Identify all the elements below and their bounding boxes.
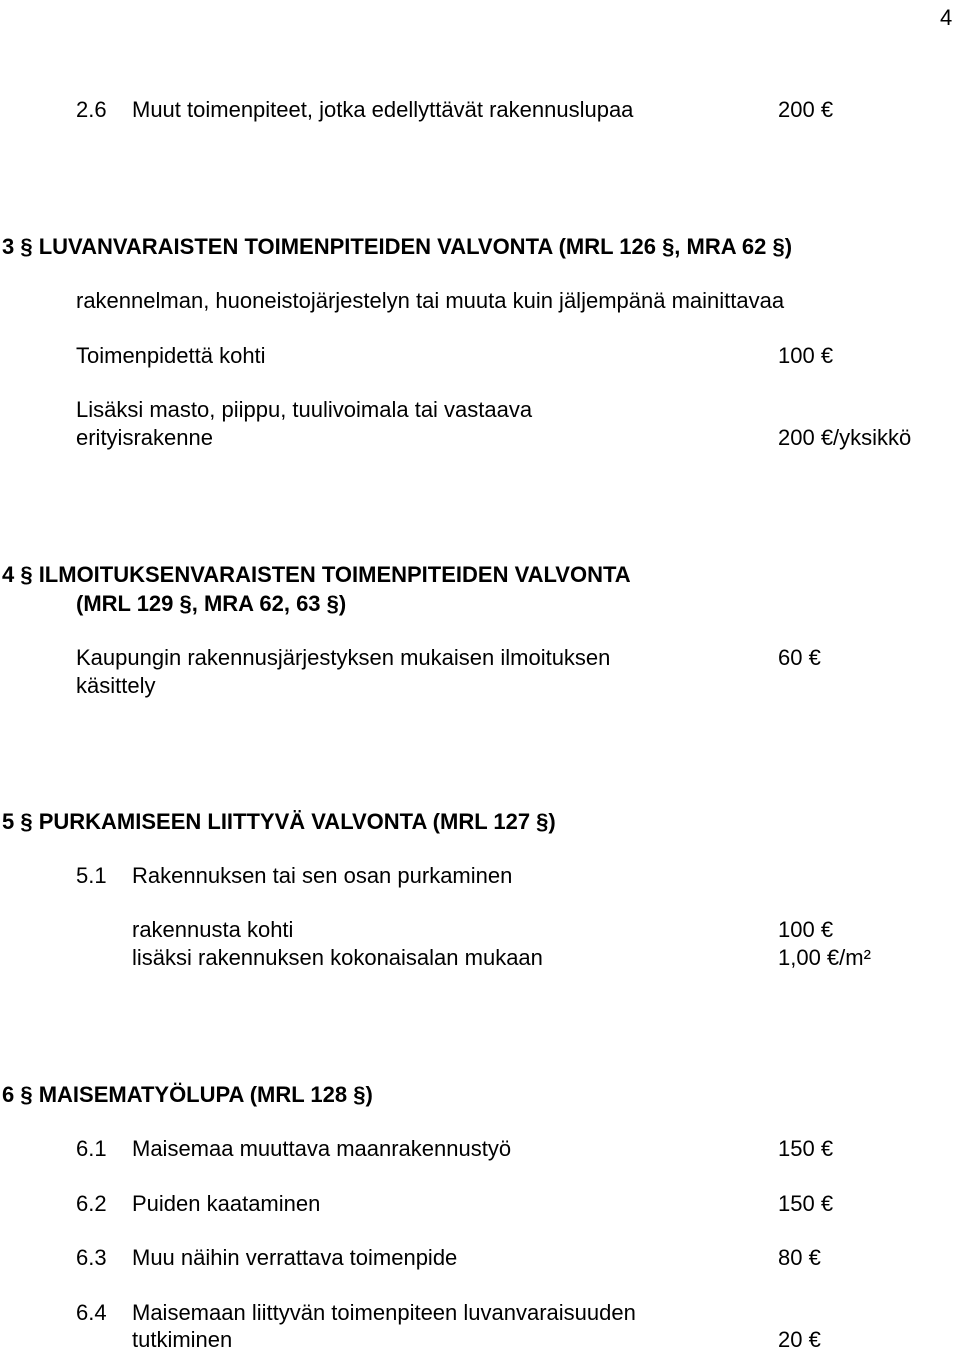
section-5-row1-label: rakennusta kohti xyxy=(132,917,294,942)
section-5-row2-amount: 1,00 €/m² xyxy=(778,945,871,970)
section-4-row1-amount: 60 € xyxy=(778,645,821,670)
section-4-row1-label-line2: käsittely xyxy=(76,673,156,698)
section-6-3-amount: 80 € xyxy=(778,1245,821,1270)
section-6-1-number: 6.1 xyxy=(76,1136,107,1161)
section-3-row1-amount: 100 € xyxy=(778,343,834,368)
section-5-1-number: 5.1 xyxy=(76,863,107,888)
section-6-heading: 6 § MAISEMATYÖLUPA (MRL 128 §) xyxy=(2,1082,373,1107)
section-3-row2-label-line2: erityisrakenne xyxy=(76,425,213,450)
page-number: 4 xyxy=(940,5,953,30)
section-5-row1-amount: 100 € xyxy=(778,917,834,942)
section-6-2-number: 6.2 xyxy=(76,1191,107,1216)
section-6-2-amount: 150 € xyxy=(778,1191,834,1216)
section-4-heading-line2: (MRL 129 §, MRA 62, 63 §) xyxy=(76,591,347,616)
section-3-intro: rakennelman, huoneistojärjestelyn tai muuta kuin jäljempänä mainittavaa xyxy=(76,288,785,313)
section-6-2-text: Puiden kaataminen xyxy=(132,1191,321,1216)
section-6-4-amount: 20 € xyxy=(778,1327,821,1352)
section-3-heading: 3 § LUVANVARAISTEN TOIMENPITEIDEN VALVONTA (MRL 126 §, MRA 62 §) xyxy=(2,234,793,259)
section-6-1-amount: 150 € xyxy=(778,1136,834,1161)
section-6-3-number: 6.3 xyxy=(76,1245,107,1270)
section-3-row2-amount: 200 €/yksikkö xyxy=(778,425,912,450)
section-5-row2-label: lisäksi rakennuksen kokonaisalan mukaan xyxy=(132,945,543,970)
section-4-row1-label-line1: Kaupungin rakennusjärjestyksen mukaisen ilmoituksen xyxy=(76,645,611,670)
section-4-heading-line1: 4 § ILMOITUKSENVARAISTEN TOIMENPITEIDEN VALVONTA xyxy=(2,562,631,587)
section-2-6-number: 2.6 xyxy=(76,97,107,122)
section-3-row2-label-line1: Lisäksi masto, piippu, tuulivoimala tai vastaava xyxy=(76,397,533,422)
section-2-6-amount: 200 € xyxy=(778,97,834,122)
section-6-4-text-line2: tutkiminen xyxy=(132,1327,233,1352)
section-6-3-text: Muu näihin verrattava toimenpide xyxy=(132,1245,458,1270)
section-5-1-text: Rakennuksen tai sen osan purkaminen xyxy=(132,863,513,888)
section-6-4-number: 6.4 xyxy=(76,1300,107,1325)
section-2-6-text: Muut toimenpiteet, jotka edellyttävät rakennuslupaa xyxy=(132,97,634,122)
section-5-heading: 5 § PURKAMISEEN LIITTYVÄ VALVONTA (MRL 127 §) xyxy=(2,809,556,834)
section-3-row1-label: Toimenpidettä kohti xyxy=(76,343,266,368)
section-6-4-text-line1: Maisemaan liittyvän toimenpiteen luvanvaraisuuden xyxy=(132,1300,636,1325)
section-6-1-text: Maisemaa muuttava maanrakennustyö xyxy=(132,1136,512,1161)
